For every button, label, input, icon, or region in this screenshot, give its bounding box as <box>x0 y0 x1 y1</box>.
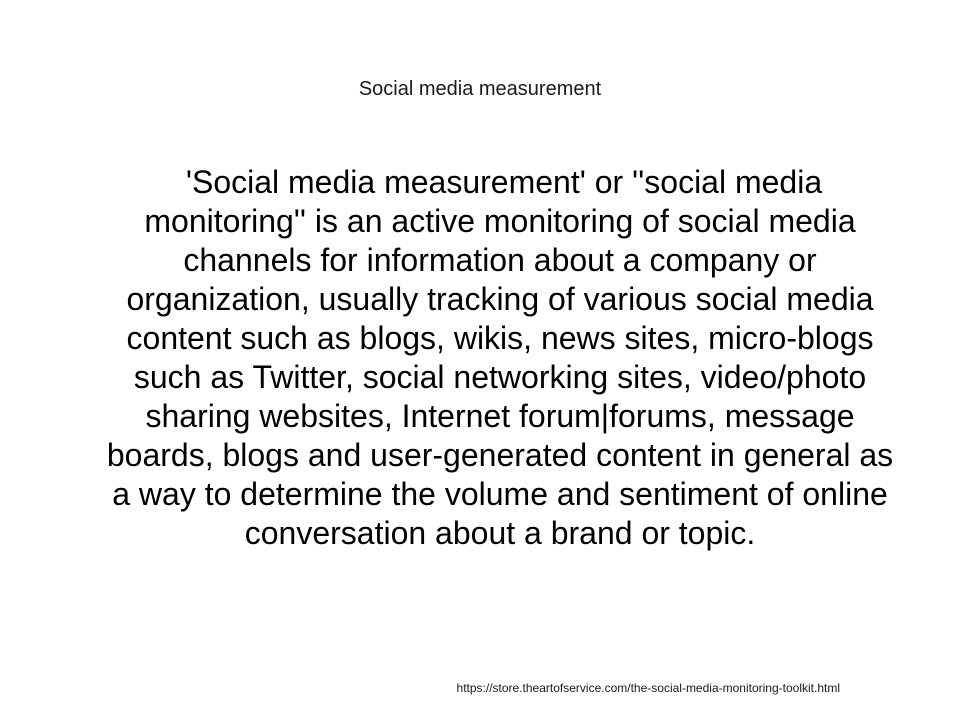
slide-body-paragraph <box>100 163 900 553</box>
slide-body-text: 'Social media measurement' or ''social media monitoring'' is an active monitoring of social media channels for information about a company or organization, usually tracking of various social media content such as blogs, wikis, news sites, micro-blogs such as Twitter, social networking sites, video/photo sharing websites, Internet forum|forums, message boards, blogs and user-generated content in general as a way to determine the volume and sentiment of online conversation about a brand or topic. <box>106 164 894 551</box>
slide-title: Social media measurement <box>358 78 602 100</box>
source-url[interactable]: https://store.theartofservice.com/the-social-media-monitoring-toolkit.html <box>456 681 840 695</box>
